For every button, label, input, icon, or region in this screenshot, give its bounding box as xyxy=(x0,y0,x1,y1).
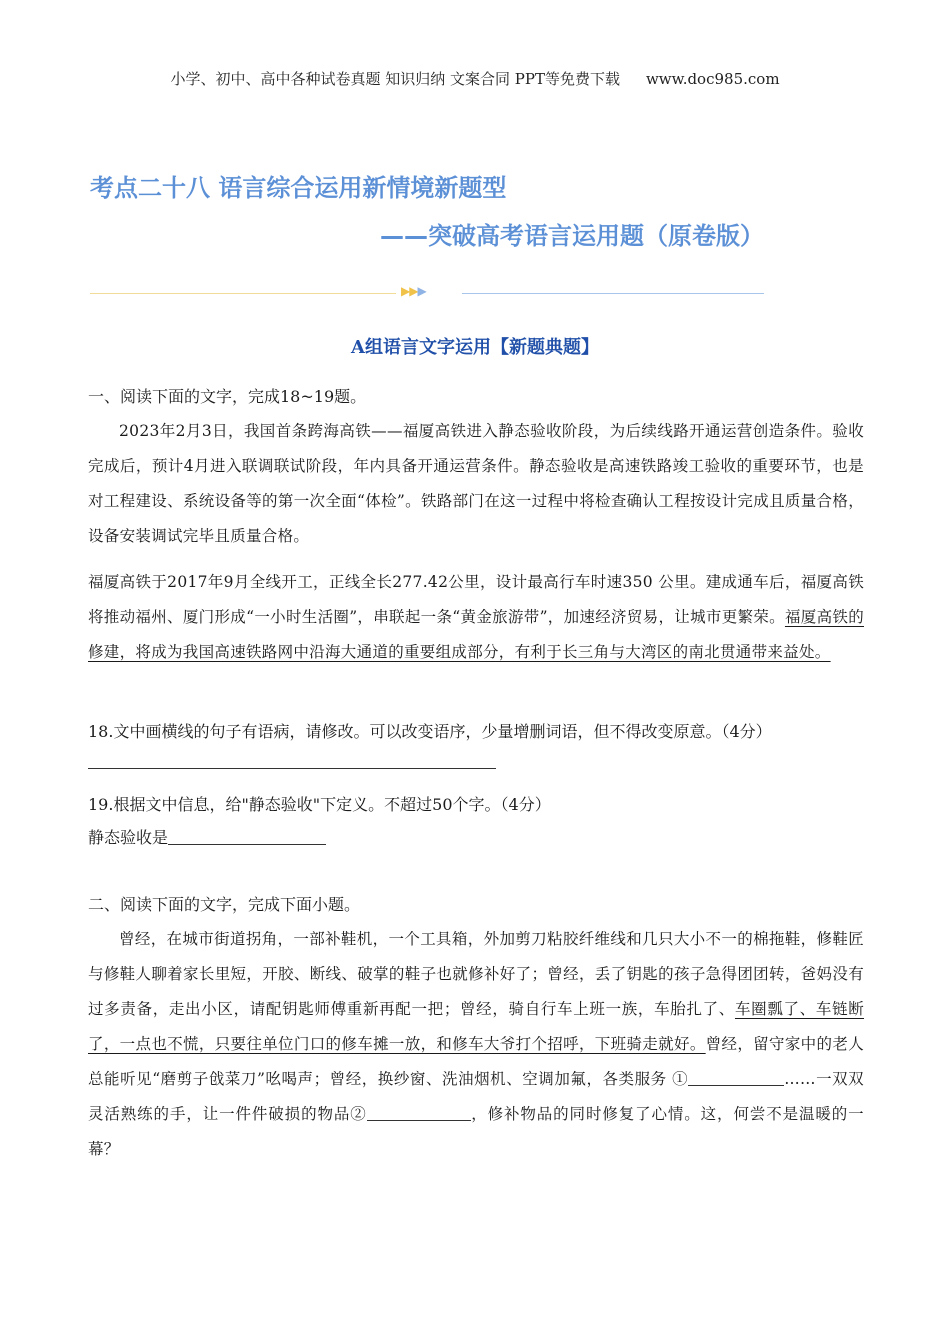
answer-blank-2[interactable] xyxy=(367,1104,471,1121)
underlined-passage: 车圈瓢了、车链断了，一点也不慌，只要往单位门口的修车摊一放，和修车大爷打个招呼，下班骑走就好。 xyxy=(88,1000,864,1053)
blank-marker-1: ① xyxy=(672,1070,689,1088)
section1-paragraph-2-text: 福厦高铁于2017年9月全线开工，正线全长277.42公里，设计最高行车时速350 公里。建成通车后，福厦高铁将推动福州、厦门形成“一小时生活圈”，串联起一条“黄金旅游带”，加速经济贸易，让城市更繁荣。 xyxy=(88,573,864,626)
page-header xyxy=(0,68,950,89)
section2-paragraph-mid2: ……一双双灵活熟练的手，让一件件破损的物品 xyxy=(88,1070,864,1123)
answer-blank-19[interactable] xyxy=(168,828,326,845)
group-title: A组语言文字运用【新题典题】 xyxy=(351,337,599,358)
header-site[interactable]: www.doc985.com xyxy=(645,70,780,88)
section1-heading: 一、阅读下面的文字，完成18~19题。 xyxy=(88,387,367,406)
title-line-1: 考点二十八 语言综合运用新情境新题型 xyxy=(90,174,507,202)
answer-19 xyxy=(88,825,326,848)
section2-paragraph-end: ，修补物品的同时修复了心情。这，何尝不是温暖的一幕？ xyxy=(88,1105,864,1158)
divider-left xyxy=(90,293,396,294)
section2-heading: 二、阅读下面的文字，完成下面小题。 xyxy=(88,895,361,914)
answer-line-18[interactable] xyxy=(88,768,496,769)
question-19: 19.根据文中信息，给"静态验收"下定义。不超过50个字。（4分） xyxy=(88,795,551,814)
divider-right xyxy=(462,293,764,294)
question-18: 18.文中画横线的句子有语病，请修改。可以改变语序，少量增删词语，但不得改变原意。（4分） xyxy=(88,722,772,741)
answer-blank-1[interactable] xyxy=(688,1069,784,1086)
underlined-sentence: 福厦高铁的修建，将成为我国高速铁路网中沿海大通道的重要组成部分，有利于长三角与大湾区的南北贯通带来益处。 xyxy=(88,608,864,661)
section2-paragraph-mid: 曾经，留守家中的老人总能听见“磨剪子戗菜刀”吆喝声；曾经，换纱窗、洗油烟机、空调加氟，各类服务 xyxy=(88,1035,864,1088)
section1-paragraph-2 xyxy=(88,565,864,670)
title-line-2: ——突破高考语言运用题（原卷版） xyxy=(380,222,764,250)
blank-marker-2: ② xyxy=(350,1105,367,1123)
header-text: 小学、初中、高中各种试卷真题 知识归纳 文案合同 PPT等免费下载 xyxy=(170,70,620,88)
section1-paragraph-1: 2023年2月3日，我国首条跨海高铁——福厦高铁进入静态验收阶段，为后续线路开通运营创造条件。验收完成后，预计4月进入联调联试阶段，年内具备开通运营条件。静态验收是高速铁路竣工验收的重要环节，也是对工程建设、系统设备等的第一次全面“体检”。铁路部门在这一过程中将检查确认工程按设计完成且质量合格，设备安装调试完毕且质量合格。 xyxy=(88,422,864,545)
answer-19-prefix: 静态验收是 xyxy=(88,828,169,847)
divider-arrows-icon: ▶▶▶ xyxy=(401,284,426,298)
section2-paragraph xyxy=(88,922,864,1167)
section2-paragraph-start: 曾经，在城市街道拐角，一部补鞋机，一个工具箱，外加剪刀粘胶纤维线和几只大小不一的棉拖鞋，修鞋匠与修鞋人聊着家长里短，开胶、断线、破掌的鞋子也就修补好了；曾经，丢了钥匙的孩子急得团团转，爸妈没有过多责备，走出小区，请配钥匙师傅重新再配一把；曾经，骑自行车上班一族，车胎扎了、 xyxy=(88,930,864,1018)
